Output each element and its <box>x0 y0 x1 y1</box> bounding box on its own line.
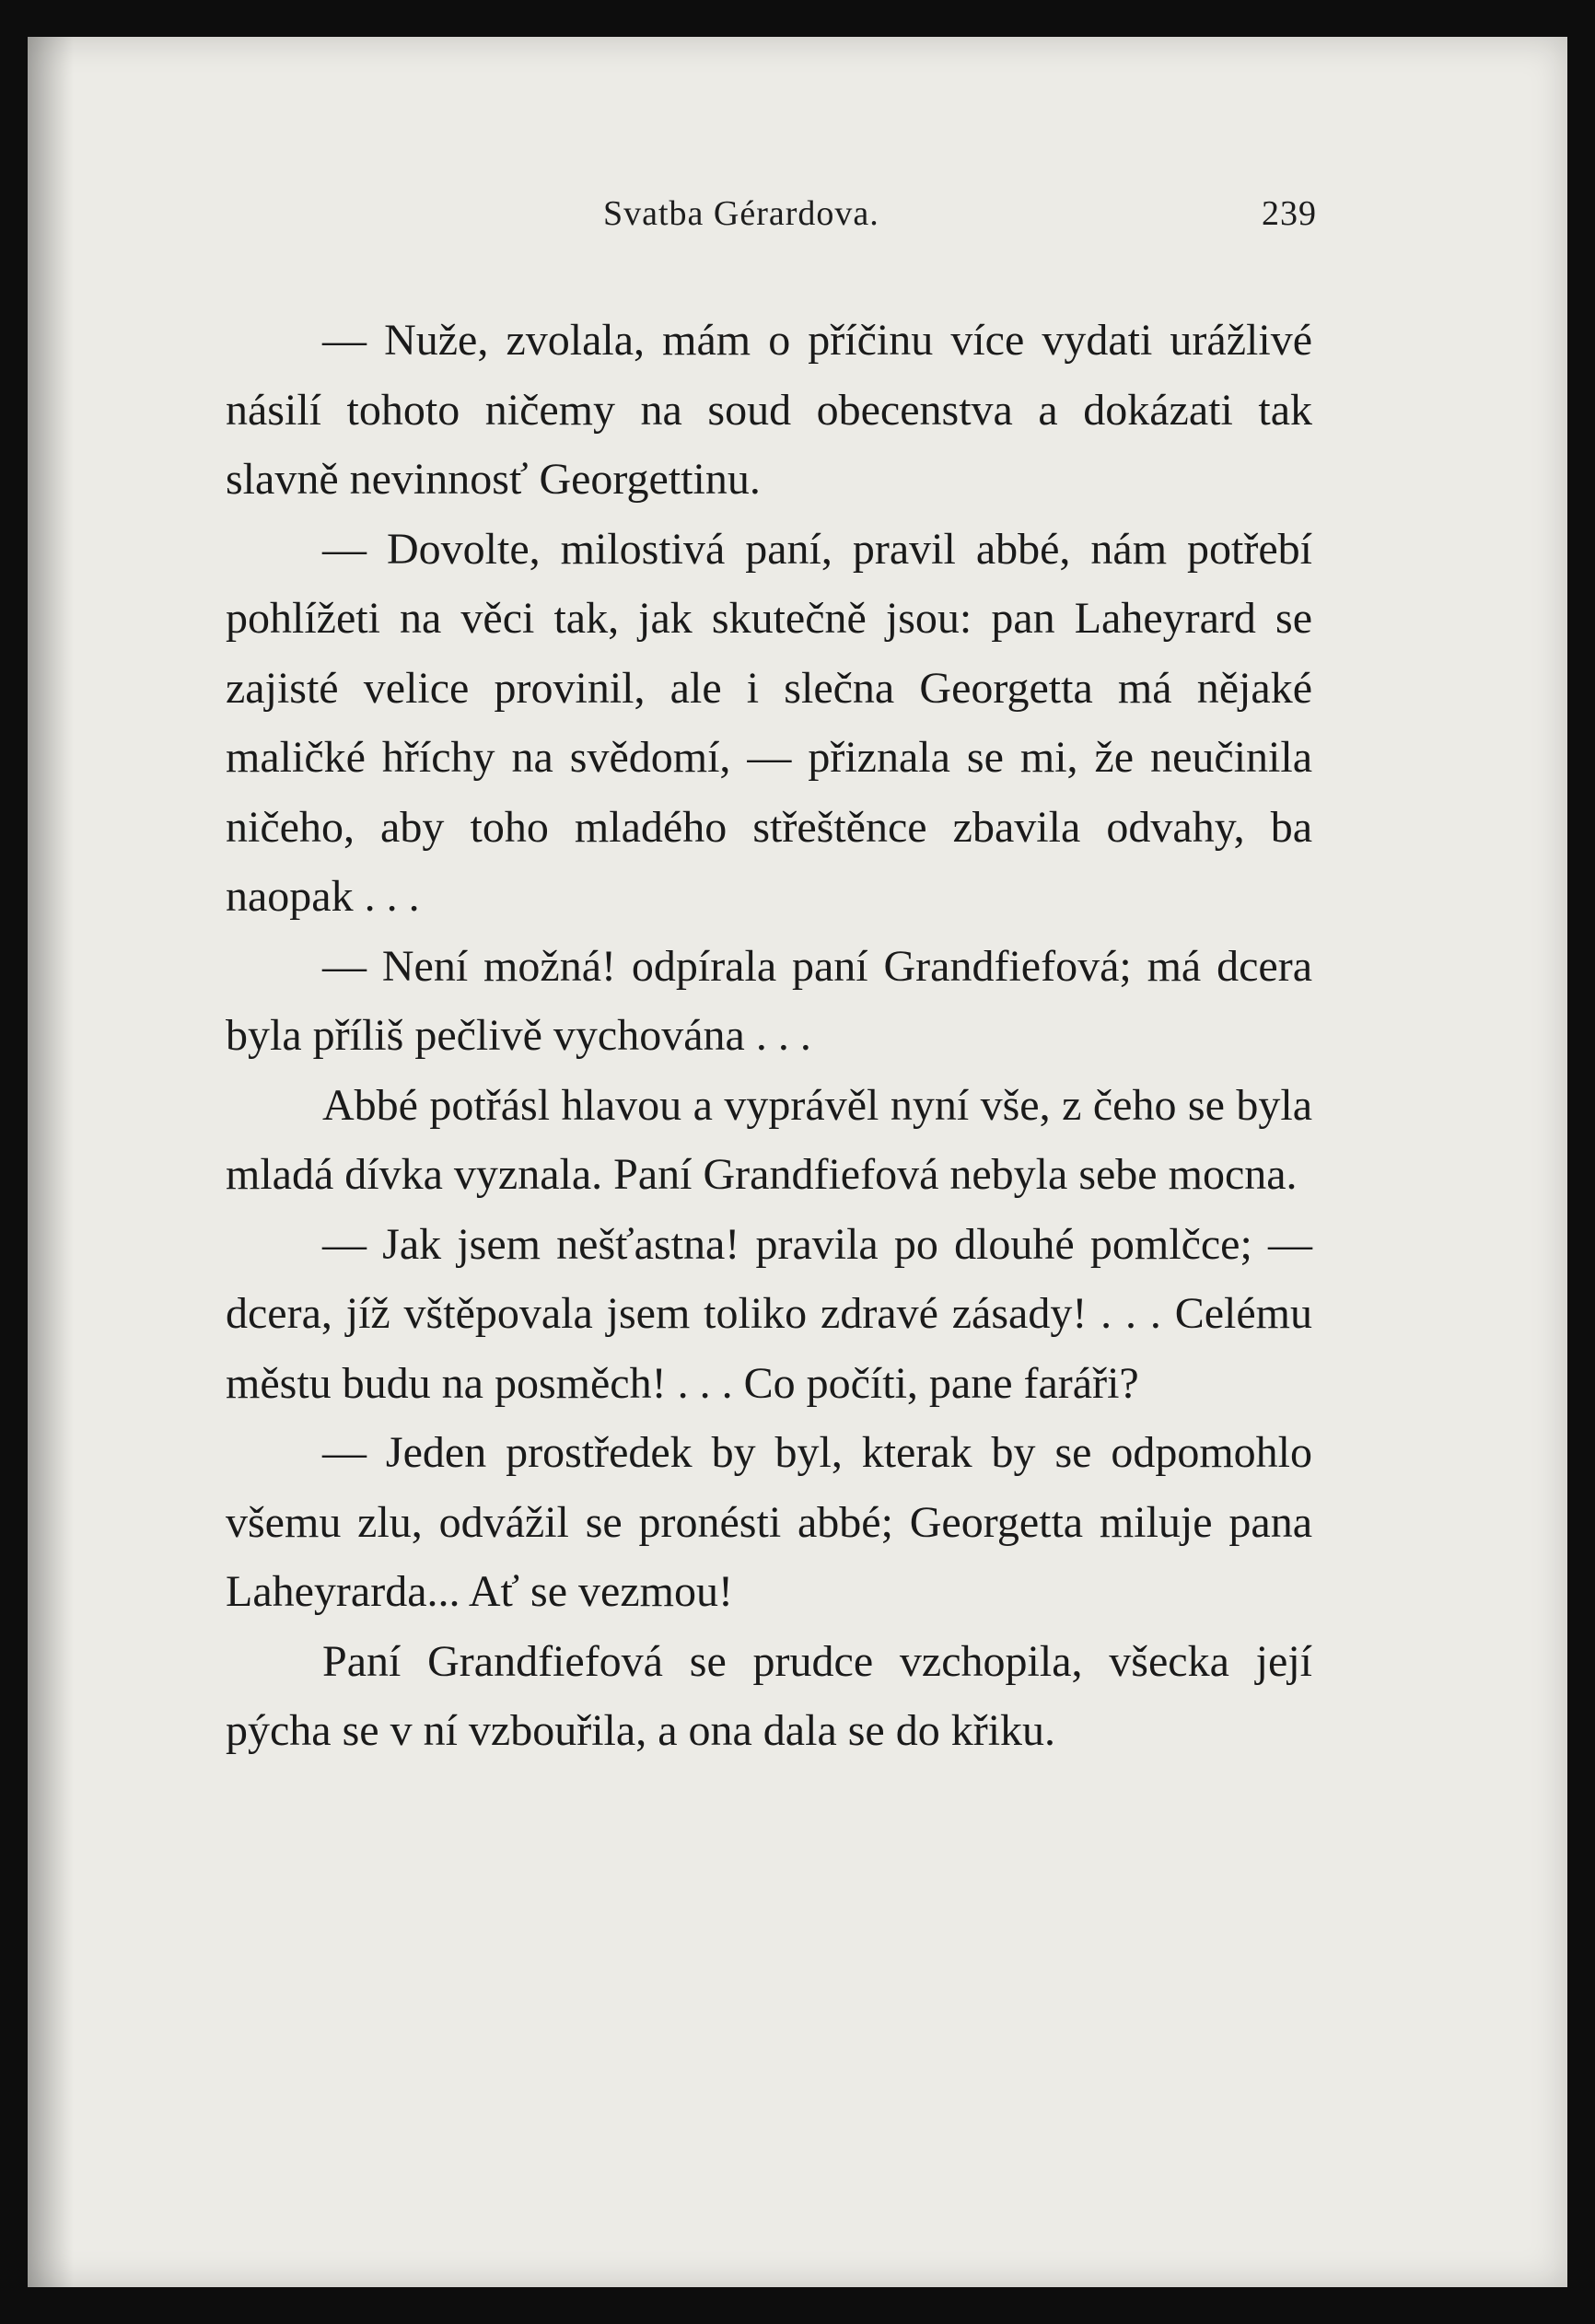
paragraph: — Nuže, zvolala, mám o příčinu více vydati urážlivé násilí tohoto ničemy na soud obecenstva a dokázati tak slavně nevinnosť Georgettinu. <box>226 316 1312 504</box>
paragraph: Paní Grandfiefová se prudce vzchopila, všecka její pýcha se v ní vzbouřila, a ona dala se do křiku. <box>226 1636 1312 1755</box>
paragraph: — Není možná! odpírala paní Grandfiefová; má dcera byla příliš pečlivě vychována . . . <box>226 941 1312 1060</box>
body-text <box>226 306 1312 1766</box>
paragraph: — Jak jsem nešťastna! pravila po dlouhé pomlčce; — dcera, jíž vštěpovala jsem toliko zdravé zásady! . . . Celému městu budu na posměch! . . . Co počíti, pane faráři? <box>226 1219 1312 1408</box>
paragraph: — Jeden prostředek by byl, kterak by se odpomohlo všemu zlu, odvážil se pronésti abbé; Georgetta miluje pana Laheyrarda... Ať se vezmou! <box>226 1428 1312 1616</box>
page-header <box>230 193 1326 249</box>
running-title: Svatba Gérardova. <box>603 194 879 233</box>
paragraph: — Dovolte, milostivá paní, pravil abbé, nám potřebí pohlížeti na věci tak, jak skutečně jsou: pan Laheyrard se zajisté velice provinil, ale i slečna Georgetta má nějaké maličké hříchy na svědomí, — přiznala se mi, že neučinila ničeho, aby toho mladého střeštěnce zbavila odvahy, ba naopak . . . <box>226 524 1312 921</box>
paragraph: Abbé potřásl hlavou a vyprávěl nyní vše, z čeho se byla mladá dívka vyznala. Paní Grandfiefová nebyla sebe mocna. <box>226 1080 1312 1199</box>
spine-shadow <box>28 37 74 2287</box>
page-number: 239 <box>1262 194 1317 233</box>
